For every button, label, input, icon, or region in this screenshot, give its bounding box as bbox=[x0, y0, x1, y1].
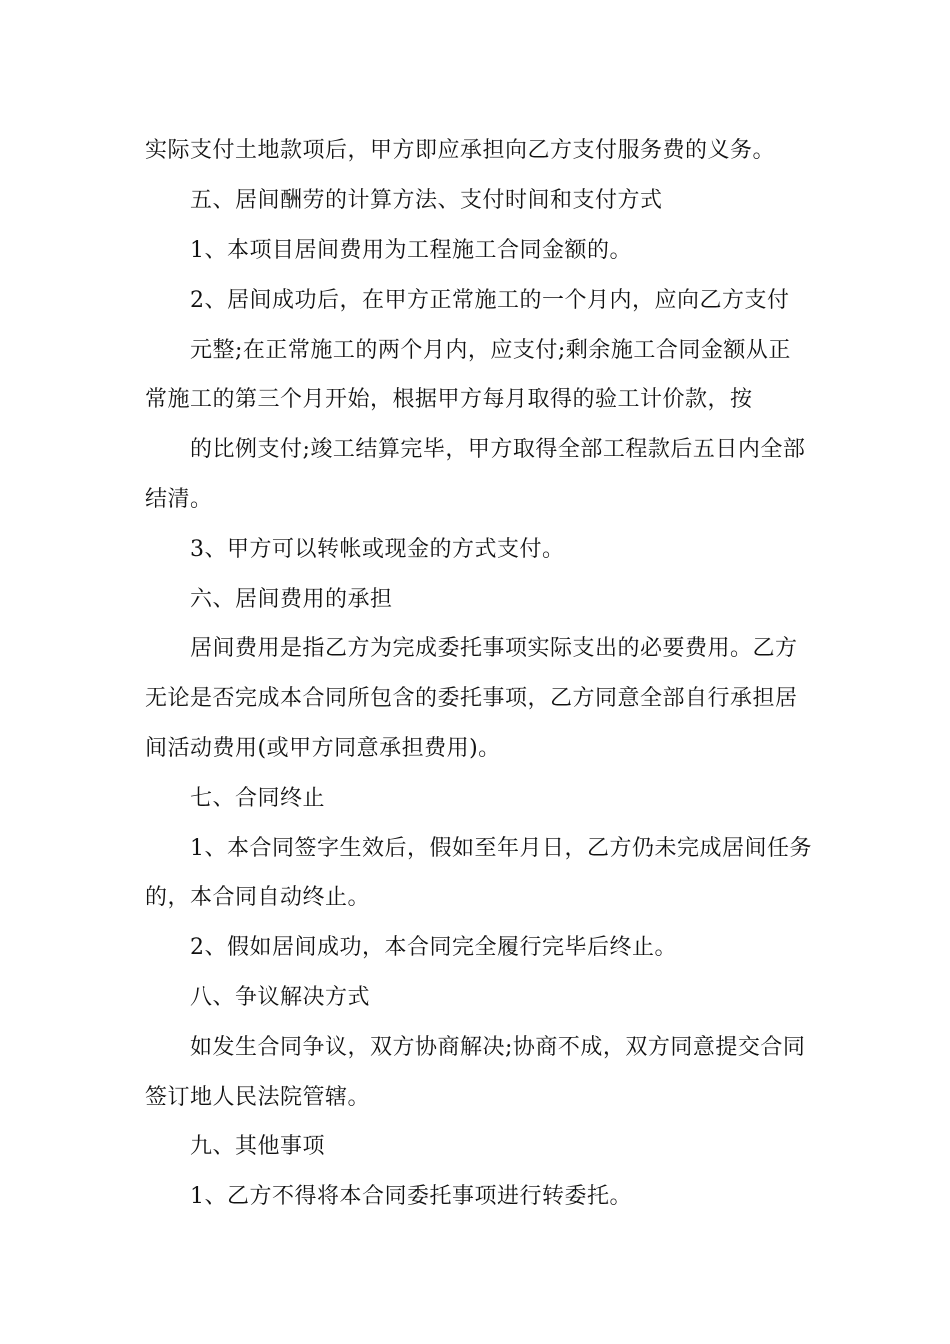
paragraph-line: 居间费用是指乙方为完成委托事项实际支出的必要费用。乙方 bbox=[190, 636, 798, 661]
section-heading-9: 九、其他事项 bbox=[190, 1134, 326, 1159]
section-heading-7: 七、合同终止 bbox=[190, 786, 326, 811]
paragraph-line: 1、本项目居间费用为工程施工合同金额的。 bbox=[190, 238, 632, 263]
paragraph-line: 1、乙方不得将本合同委托事项进行转委托。 bbox=[190, 1184, 632, 1209]
paragraph-line: 无论是否完成本合同所包含的委托事项，乙方同意全部自行承担居 bbox=[145, 686, 798, 711]
paragraph-line: 2、假如居间成功，本合同完全履行完毕后终止。 bbox=[190, 935, 677, 960]
paragraph-line: 间活动费用(或甲方同意承担费用)。 bbox=[145, 736, 501, 761]
paragraph-line: 的比例支付;竣工结算完毕，甲方取得全部工程款后五日内全部 bbox=[190, 437, 806, 462]
paragraph-line: 元整;在正常施工的两个月内，应支付;剩余施工合同金额从正 bbox=[190, 338, 791, 363]
paragraph-line: 常施工的第三个月开始，根据甲方每月取得的验工计价款，按 bbox=[145, 387, 753, 412]
paragraph-line: 实际支付土地款项后，甲方即应承担向乙方支付服务费的义务。 bbox=[145, 138, 776, 163]
paragraph-line: 1、本合同签字生效后，假如至年月日，乙方仍未完成居间任务 bbox=[190, 836, 812, 861]
paragraph-line: 签订地人民法院管辖。 bbox=[145, 1085, 371, 1110]
paragraph-line: 结清。 bbox=[145, 487, 213, 512]
section-heading-8: 八、争议解决方式 bbox=[190, 985, 371, 1010]
paragraph-line: 2、居间成功后，在甲方正常施工的一个月内，应向乙方支付 bbox=[190, 288, 790, 313]
paragraph-line: 的，本合同自动终止。 bbox=[145, 885, 371, 910]
paragraph-line: 3、甲方可以转帐或现金的方式支付。 bbox=[190, 537, 565, 562]
section-heading-5: 五、居间酬劳的计算方法、支付时间和支付方式 bbox=[190, 188, 663, 213]
paragraph-line: 如发生合同争议，双方协商解决;协商不成，双方同意提交合同 bbox=[190, 1035, 806, 1060]
section-heading-6: 六、居间费用的承担 bbox=[190, 587, 393, 612]
